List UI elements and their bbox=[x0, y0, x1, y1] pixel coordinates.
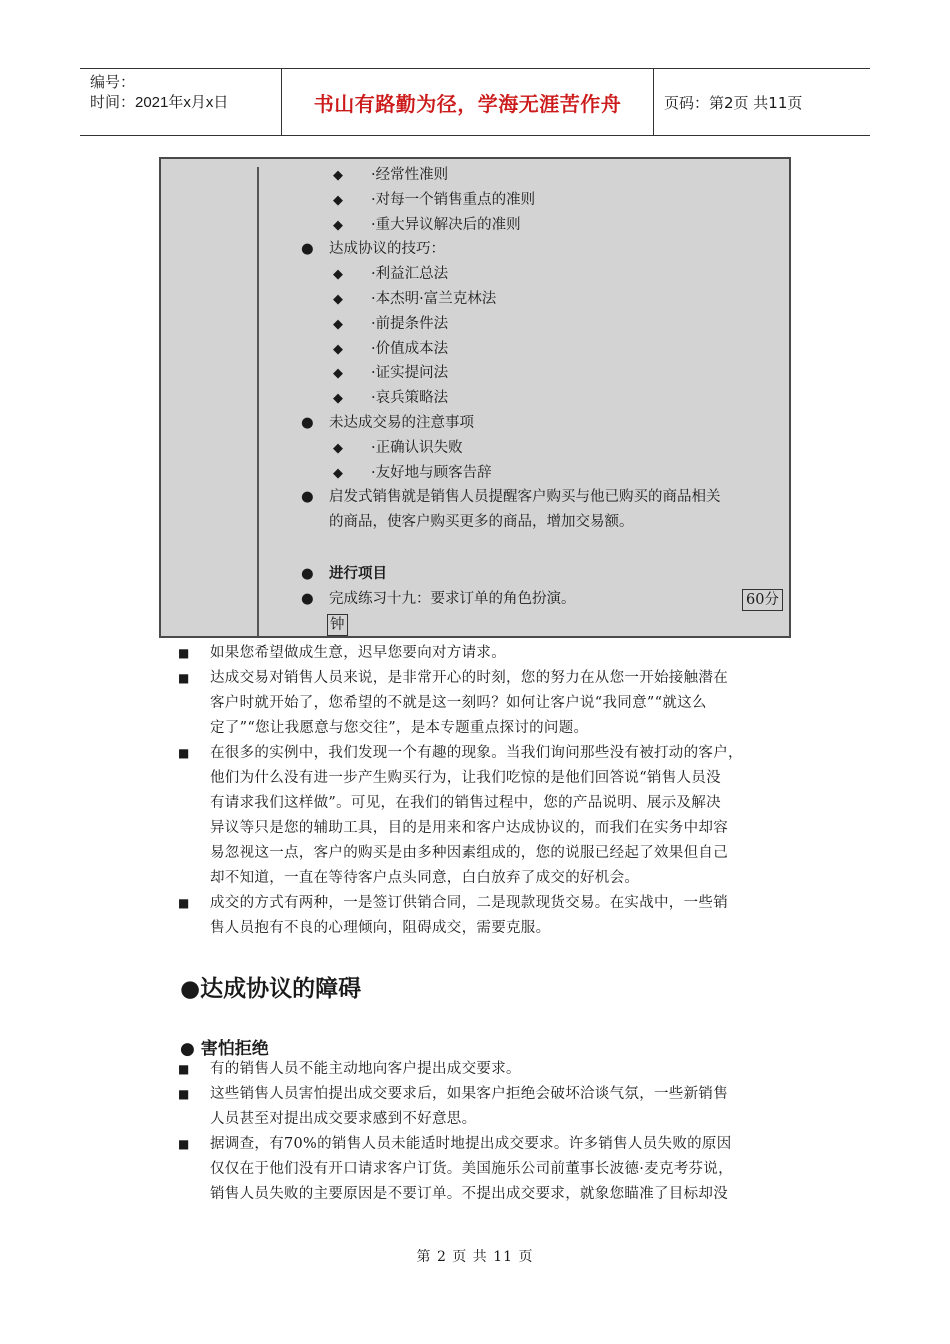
diamond-bullet-icon: ◆ bbox=[333, 192, 343, 208]
paragraph bbox=[178, 666, 818, 741]
outline-item bbox=[333, 436, 463, 461]
paragraph-line: 成交的方式有两种，一是签订供销合同，二是现款现货交易。在实战中，一些销 bbox=[210, 895, 728, 911]
bullet-icon: ● bbox=[301, 591, 314, 607]
diamond-bullet-icon: ◆ bbox=[333, 440, 343, 456]
paragraph-line: 仅仅在于他们没有开口请求客户订货。美国施乐公司前董事长波德·麦克考芬说， bbox=[210, 1161, 733, 1177]
outline-item-text: 达成协议的技巧： bbox=[329, 241, 445, 258]
outline-item-text: 启发式销售就是销售人员提醒客户购买与他已购买的商品相关 bbox=[329, 489, 721, 506]
outline-item-text: ·证实提问法 bbox=[371, 365, 449, 382]
outline-item-text: ·价值成本法 bbox=[371, 340, 449, 357]
outline-item bbox=[301, 237, 445, 262]
paragraph-line: 达成交易对销售人员来说，是非常开心的时刻，您的努力在从您一开始接触潜在 bbox=[210, 670, 728, 686]
paragraph-line: 却不知道，一直在等待客户点头同意，白白放弃了成交的好机会。 bbox=[210, 870, 640, 886]
paragraph bbox=[178, 1132, 818, 1207]
paragraph-line: 他们为什么没有进一步产生购买行为，让我们吃惊的是他们回答说“销售人员没 bbox=[210, 770, 721, 786]
bullet-icon: ● bbox=[301, 241, 314, 258]
outline-item bbox=[301, 485, 721, 510]
outline-item-text: ·本杰明·富兰克林法 bbox=[371, 291, 497, 307]
paragraph-line: 如果您希望做成生意，迟早您要向对方请求。 bbox=[210, 645, 506, 661]
paragraph-line: 据调查，有70%的销售人员未能适时地提出成交要求。许多销售人员失败的原因 bbox=[210, 1136, 732, 1152]
duration-badge: 60分 bbox=[742, 589, 783, 611]
diamond-bullet-icon: ◆ bbox=[333, 316, 343, 332]
paragraph bbox=[178, 741, 818, 891]
outline-item-text: 未达成交易的注意事项 bbox=[329, 415, 474, 431]
outline-item bbox=[333, 361, 448, 386]
paragraph-line: 易忽视这一点，客户的购买是由多种因素组成的，您的说服已经起了效果但自己 bbox=[210, 845, 728, 861]
exercise-text: 完成练习十九：要求订单的角色扮演。 bbox=[329, 591, 576, 607]
paragraph-line: 定了”“您让我愿意与您交往”，是本专题重点探讨的问题。 bbox=[210, 720, 589, 736]
outline-item bbox=[333, 312, 448, 337]
diamond-bullet-icon: ◆ bbox=[333, 267, 343, 283]
square-bullet-icon: ■ bbox=[178, 1087, 190, 1101]
paragraph-line: 有的销售人员不能主动地向客户提出成交要求。 bbox=[210, 1061, 521, 1077]
outline-item bbox=[333, 262, 448, 287]
page-header bbox=[80, 68, 870, 136]
paragraph-line: 在很多的实例中，我们发现一个有趣的现象。当我们询问那些没有被打动的客户， bbox=[210, 745, 743, 761]
diamond-bullet-icon: ◆ bbox=[333, 292, 343, 307]
outline-item-text: 的商品，使客户购买更多的商品，增加交易额。 bbox=[329, 514, 634, 531]
outline-box bbox=[159, 157, 791, 638]
diamond-bullet-icon: ◆ bbox=[333, 341, 343, 357]
outline-item bbox=[333, 188, 535, 213]
outline-item-text: ·经常性准则 bbox=[371, 167, 449, 183]
sub-title: ● 害怕拒绝 bbox=[180, 1039, 269, 1059]
date-label: 时间：2021年x月x日 bbox=[90, 94, 229, 111]
paragraph-line: 有请求我们这样做”。可见，在我们的销售过程中，您的产品说明、展示及解决 bbox=[210, 795, 721, 811]
outline-item bbox=[333, 287, 496, 312]
outline-item-text: ·正确认识失败 bbox=[371, 439, 463, 456]
outline-item bbox=[333, 337, 448, 362]
paragraph-line: 销售人员失败的主要原因是不要订单。不提出成交要求，就象您瞄准了目标却没 bbox=[210, 1186, 728, 1202]
outline-item-text: ·哀兵策略法 bbox=[371, 390, 449, 407]
exercise-item bbox=[301, 587, 576, 612]
bullet-icon: ● bbox=[301, 415, 314, 431]
diamond-bullet-icon: ◆ bbox=[333, 465, 343, 481]
paragraph-line: 人员甚至对提出成交要求感到不好意思。 bbox=[210, 1111, 477, 1127]
outline-item-text: ·利益汇总法 bbox=[371, 266, 449, 283]
diamond-bullet-icon: ◆ bbox=[333, 217, 343, 233]
paragraph-line: 客户时就开始了，您希望的不就是这一刻吗？如何让客户说“我同意”“就这么 bbox=[210, 695, 707, 711]
paragraph-line: 这些销售人员害怕提出成交要求后，如果客户拒绝会破坏洽谈气氛，一些新销售 bbox=[210, 1086, 728, 1102]
outline-item bbox=[301, 411, 474, 436]
number-label: 编号： bbox=[90, 74, 136, 91]
outline-item bbox=[333, 213, 521, 238]
outline-item bbox=[333, 163, 448, 188]
header-motto: 书山有路勤为径，学海无涯苦作舟 bbox=[282, 69, 654, 135]
bullet-icon: ● bbox=[301, 566, 314, 582]
box-column-divider bbox=[257, 167, 259, 636]
square-bullet-icon: ■ bbox=[178, 646, 190, 660]
square-bullet-icon: ■ bbox=[178, 1062, 190, 1076]
project-label: 进行项目 bbox=[329, 566, 387, 582]
page-footer: 第 2 页 共 11 页 bbox=[416, 1249, 534, 1265]
paragraph bbox=[178, 1057, 818, 1082]
page-indicator: 页码：第2页 共11页 bbox=[664, 93, 803, 112]
section-title: ●达成协议的障碍 bbox=[180, 976, 362, 1002]
paragraph bbox=[178, 891, 818, 941]
paragraph-line: 异议等只是您的辅助工具，目的是用来和客户达成协议的，而我们在实务中却容 bbox=[210, 820, 728, 836]
header-info bbox=[80, 69, 282, 135]
paragraph bbox=[178, 641, 818, 666]
diamond-bullet-icon: ◆ bbox=[333, 168, 343, 183]
bullet-icon: ● bbox=[301, 489, 314, 506]
paragraph-line: 售人员抱有不良的心理倾向，阻碍成交，需要克服。 bbox=[210, 920, 551, 936]
square-bullet-icon: ■ bbox=[178, 746, 190, 760]
square-bullet-icon: ■ bbox=[178, 671, 190, 685]
duration-badge-cont: 钟 bbox=[327, 614, 348, 636]
outline-item bbox=[333, 386, 448, 411]
outline-item bbox=[333, 461, 492, 486]
project-item bbox=[301, 562, 387, 587]
square-bullet-icon: ■ bbox=[178, 896, 190, 910]
outline-item-text: ·友好地与顾客告辞 bbox=[371, 464, 492, 481]
outline-item-text: ·前提条件法 bbox=[371, 315, 449, 332]
outline-item bbox=[329, 510, 634, 535]
square-bullet-icon: ■ bbox=[178, 1137, 190, 1151]
paragraph bbox=[178, 1082, 818, 1132]
diamond-bullet-icon: ◆ bbox=[333, 366, 343, 382]
outline-item-text: ·对每一个销售重点的准则 bbox=[371, 191, 536, 208]
diamond-bullet-icon: ◆ bbox=[333, 391, 343, 407]
outline-item-text: ·重大异议解决后的准则 bbox=[371, 216, 521, 233]
